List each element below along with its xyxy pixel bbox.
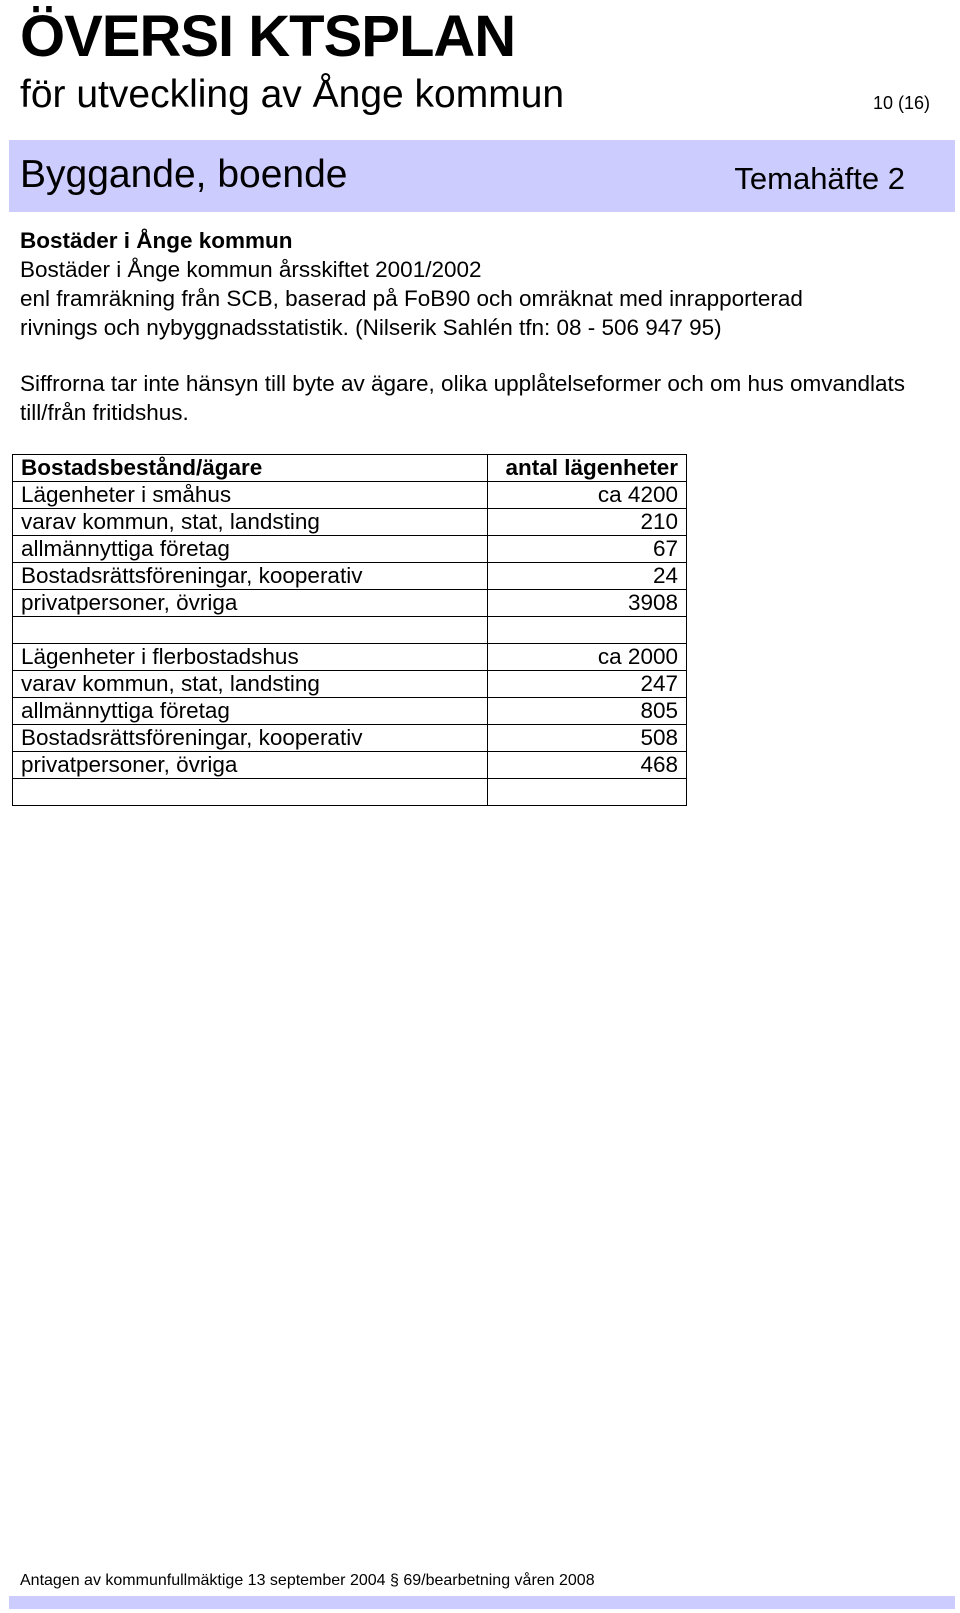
document-subtitle: för utveckling av Ånge kommun xyxy=(20,73,565,116)
table-row xyxy=(13,698,687,725)
table-row xyxy=(13,482,687,509)
table-header-row xyxy=(13,455,687,482)
row-label: Bostadsrättsföreningar, kooperativ xyxy=(13,563,488,590)
document-title: ÖVERSI KTSPLAN xyxy=(20,4,516,69)
table-row xyxy=(13,725,687,752)
empty-cell xyxy=(13,617,488,644)
table-empty-row xyxy=(13,779,687,806)
column-header-count: antal lägenheter xyxy=(488,455,687,482)
row-value: 3908 xyxy=(488,590,687,617)
row-value: 24 xyxy=(488,563,687,590)
row-value: 468 xyxy=(488,752,687,779)
empty-cell xyxy=(13,779,488,806)
row-label: privatpersoner, övriga xyxy=(13,590,488,617)
table-row xyxy=(13,752,687,779)
row-value: 247 xyxy=(488,671,687,698)
row-value: ca 4200 xyxy=(488,482,687,509)
row-label: allmännyttiga företag xyxy=(13,698,488,725)
intro-text xyxy=(20,226,940,427)
table-row xyxy=(13,563,687,590)
row-label: Lägenheter i flerbostadshus xyxy=(13,644,488,671)
footer-band xyxy=(9,1596,955,1609)
row-label: varav kommun, stat, landsting xyxy=(13,671,488,698)
row-label: varav kommun, stat, landsting xyxy=(13,509,488,536)
intro-line: Bostäder i Ånge kommun årsskiftet 2001/2002 xyxy=(20,257,482,282)
row-value: ca 2000 xyxy=(488,644,687,671)
intro-note: Siffrorna tar inte hänsyn till byte av ägare, olika upplåtelseformer och om hus omvandlats till/från fritidshus. xyxy=(20,371,906,425)
row-label: Lägenheter i småhus xyxy=(13,482,488,509)
section-title: Byggande, boende xyxy=(20,153,348,196)
column-header-owner: Bostadsbestånd/ägare xyxy=(13,455,488,482)
row-value: 67 xyxy=(488,536,687,563)
table-row xyxy=(13,671,687,698)
footer-text: Antagen av kommunfullmäktige 13 september 2004 § 69/bearbetning våren 2008 xyxy=(20,1572,595,1589)
section-label: Temahäfte 2 xyxy=(734,161,905,196)
intro-heading: Bostäder i Ånge kommun xyxy=(20,228,293,253)
table-row xyxy=(13,509,687,536)
housing-stock-table xyxy=(12,454,687,806)
table-row xyxy=(13,644,687,671)
section-header-band xyxy=(9,140,955,212)
intro-line: enl framräkning från SCB, baserad på FoB90 och omräknat med inrapporterad xyxy=(20,286,803,311)
row-value: 805 xyxy=(488,698,687,725)
intro-line: rivnings och nybyggnadsstatistik. (Nilserik Sahlén tfn: 08 - 506 947 95) xyxy=(20,315,722,340)
empty-cell xyxy=(488,617,687,644)
table-row xyxy=(13,590,687,617)
table-row xyxy=(13,536,687,563)
row-label: allmännyttiga företag xyxy=(13,536,488,563)
table-spacer-row xyxy=(13,617,687,644)
row-label: Bostadsrättsföreningar, kooperativ xyxy=(13,725,488,752)
empty-cell xyxy=(488,779,687,806)
page-number: 10 (16) xyxy=(872,93,930,113)
row-label: privatpersoner, övriga xyxy=(13,752,488,779)
row-value: 210 xyxy=(488,509,687,536)
row-value: 508 xyxy=(488,725,687,752)
